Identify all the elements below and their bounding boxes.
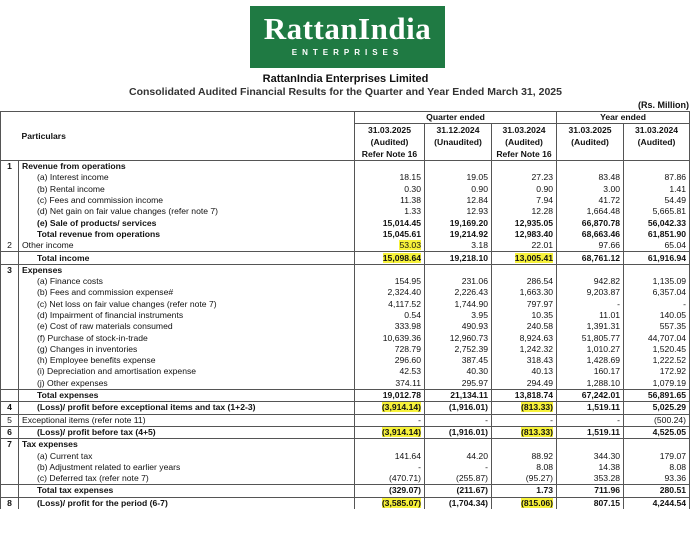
row-value: 2,324.40 (355, 287, 425, 298)
row-value: - (355, 414, 425, 426)
row-value: 21,134.11 (425, 389, 492, 401)
row-value: 8,924.63 (492, 332, 557, 343)
row-value: 8.08 (492, 462, 557, 473)
highlighted-value: (813.33) (521, 426, 554, 437)
row-number (1, 378, 19, 390)
row-value: 22.01 (492, 240, 557, 252)
row-number: 8 (1, 497, 19, 509)
row-value: 10,639.36 (355, 332, 425, 343)
row-number: 6 (1, 426, 19, 438)
row-value: - (425, 462, 492, 473)
highlighted-value: (3,585.07) (381, 497, 421, 508)
row-value: 7.94 (492, 195, 557, 206)
row-value (492, 252, 557, 264)
row-number: 3 (1, 264, 19, 276)
row-value: 0.30 (355, 184, 425, 195)
row-value (492, 264, 557, 276)
row-value: 66,870.78 (557, 217, 624, 228)
row-value: 1.41 (624, 184, 690, 195)
row-value: 1.73 (492, 485, 557, 497)
row-value: (1,916.01) (425, 402, 492, 414)
row-value: 0.54 (355, 310, 425, 321)
row-value: 15,014.45 (355, 217, 425, 228)
row-value: 40.30 (425, 366, 492, 377)
row-value: 11.38 (355, 195, 425, 206)
row-label: Expenses (19, 264, 355, 276)
row-number: 7 (1, 439, 19, 451)
row-number (1, 355, 19, 366)
col5-status: (Audited) (624, 136, 690, 148)
row-value: 296.60 (355, 355, 425, 366)
row-value: 797.97 (492, 299, 557, 310)
table-row (1, 402, 690, 414)
row-value: - (557, 414, 624, 426)
row-value (425, 439, 492, 451)
row-value: 286.54 (492, 276, 557, 287)
row-value (355, 252, 425, 264)
row-value: 12.84 (425, 195, 492, 206)
row-value: 51,805.77 (557, 332, 624, 343)
row-value: 9,203.87 (557, 287, 624, 298)
row-value: 56,042.33 (624, 217, 690, 228)
highlighted-value: 13,005.41 (514, 252, 554, 263)
row-label: (g) Changes in inventories (19, 344, 355, 355)
row-number (1, 252, 19, 264)
row-value: 140.05 (624, 310, 690, 321)
row-value: 15,045.61 (355, 229, 425, 240)
highlighted-value: (3,914.14) (381, 402, 421, 413)
row-label: (c) Deferred tax (refer note 7) (19, 473, 355, 485)
table-row (1, 217, 690, 228)
row-value: 1.33 (355, 206, 425, 217)
row-label: (j) Other expenses (19, 378, 355, 390)
financial-results-table (0, 111, 690, 509)
row-number: 4 (1, 402, 19, 414)
row-value: 294.49 (492, 378, 557, 390)
row-label: (d) Impairment of financial instruments (19, 310, 355, 321)
row-value (355, 161, 425, 173)
row-number (1, 366, 19, 377)
row-label: (h) Employee benefits expense (19, 355, 355, 366)
row-label: (e) Sale of products/ services (19, 217, 355, 228)
particulars-header: Particulars (19, 112, 355, 161)
row-number (1, 299, 19, 310)
col5-date: 31.03.2024 (624, 124, 690, 137)
row-value: 19,169.20 (425, 217, 492, 228)
row-value: 87.86 (624, 172, 690, 183)
table-row (1, 439, 690, 451)
row-label: Other income (19, 240, 355, 252)
row-value: - (355, 462, 425, 473)
row-value: (211.67) (425, 485, 492, 497)
row-value: 12,960.73 (425, 332, 492, 343)
row-number: 1 (1, 161, 19, 173)
row-value: 4,117.52 (355, 299, 425, 310)
row-number (1, 217, 19, 228)
col3-status: (Audited) (492, 136, 557, 148)
highlighted-value: (813.33) (521, 402, 554, 413)
row-value: 1,222.52 (624, 355, 690, 366)
row-label: (a) Interest income (19, 172, 355, 183)
row-value: 61,851.90 (624, 229, 690, 240)
row-value: (470.71) (355, 473, 425, 485)
row-label: (d) Net gain on fair value changes (refer note 7) (19, 206, 355, 217)
row-number (1, 206, 19, 217)
col5-note (624, 148, 690, 161)
table-row (1, 473, 690, 485)
row-value (492, 402, 557, 414)
table-row (1, 252, 690, 264)
row-value (425, 264, 492, 276)
row-value: 13,818.74 (492, 389, 557, 401)
row-value: 387.45 (425, 355, 492, 366)
row-value: 1,242.32 (492, 344, 557, 355)
company-logo (250, 6, 445, 68)
row-value: - (557, 299, 624, 310)
row-value (425, 161, 492, 173)
row-value (355, 439, 425, 451)
row-label: (i) Depreciation and amortisation expense (19, 366, 355, 377)
row-number: 5 (1, 414, 19, 426)
table-row (1, 321, 690, 332)
currency-unit: (Rs. Million) (638, 100, 689, 110)
row-value: - (624, 299, 690, 310)
row-value: 1,010.27 (557, 344, 624, 355)
row-label: (Loss)/ profit before exceptional items and tax (1+2-3) (19, 402, 355, 414)
row-number (1, 485, 19, 497)
row-value (492, 161, 557, 173)
table-row (1, 332, 690, 343)
row-value: 2,226.43 (425, 287, 492, 298)
row-number (1, 344, 19, 355)
row-value: (500.24) (624, 414, 690, 426)
row-value: 1,428.69 (557, 355, 624, 366)
row-label: (a) Current tax (19, 450, 355, 461)
row-value: 1,135.09 (624, 276, 690, 287)
row-value: 179.07 (624, 450, 690, 461)
row-value: 67,242.01 (557, 389, 624, 401)
row-label: Revenue from operations (19, 161, 355, 173)
col2-status: (Unaudited) (425, 136, 492, 148)
row-label: (b) Adjustment related to earlier years (19, 462, 355, 473)
row-value: 19.05 (425, 172, 492, 183)
row-label: (b) Fees and commission expense# (19, 287, 355, 298)
table-row (1, 240, 690, 252)
table-row (1, 276, 690, 287)
row-value (355, 264, 425, 276)
row-value: 3.18 (425, 240, 492, 252)
row-value: 2,752.39 (425, 344, 492, 355)
col4-date: 31.03.2025 (557, 124, 624, 137)
row-value: 0.90 (425, 184, 492, 195)
row-value (355, 240, 425, 252)
row-number (1, 450, 19, 461)
row-value: 711.96 (557, 485, 624, 497)
table-row (1, 299, 690, 310)
row-value: 1,079.19 (624, 378, 690, 390)
table-row (1, 414, 690, 426)
row-value: 1,663.30 (492, 287, 557, 298)
row-value: 4,244.54 (624, 497, 690, 509)
highlighted-value: 53.03 (399, 240, 421, 251)
row-value: (1,916.01) (425, 426, 492, 438)
row-value: 231.06 (425, 276, 492, 287)
row-value: - (492, 414, 557, 426)
row-value: 1,519.11 (557, 402, 624, 414)
row-value (355, 497, 425, 509)
table-row (1, 426, 690, 438)
row-value: (329.07) (355, 485, 425, 497)
row-value: 5,025.29 (624, 402, 690, 414)
row-label: Total expenses (19, 389, 355, 401)
row-value: 1,664.48 (557, 206, 624, 217)
row-value: 10.35 (492, 310, 557, 321)
col4-note (557, 148, 624, 161)
row-value: 12,983.40 (492, 229, 557, 240)
table-row (1, 264, 690, 276)
table-row (1, 366, 690, 377)
row-value (355, 402, 425, 414)
row-number (1, 276, 19, 287)
logo-subtitle: ENTERPRISES (291, 48, 404, 57)
row-value: 318.43 (492, 355, 557, 366)
row-value: 68,761.12 (557, 252, 624, 264)
row-value: 490.93 (425, 321, 492, 332)
col4-status: (Audited) (557, 136, 624, 148)
row-number (1, 195, 19, 206)
row-value: 5,665.81 (624, 206, 690, 217)
row-value: 41.72 (557, 195, 624, 206)
row-value: (1,704.34) (425, 497, 492, 509)
row-value (492, 497, 557, 509)
row-value: 344.30 (557, 450, 624, 461)
row-number (1, 184, 19, 195)
row-value: 40.13 (492, 366, 557, 377)
row-value: 19,218.10 (425, 252, 492, 264)
highlighted-value: (815.06) (521, 497, 554, 508)
row-value: 88.92 (492, 450, 557, 461)
row-value (557, 439, 624, 451)
row-number (1, 321, 19, 332)
row-value: 6,357.04 (624, 287, 690, 298)
row-label: (c) Fees and commission income (19, 195, 355, 206)
row-value (624, 439, 690, 451)
row-value: 154.95 (355, 276, 425, 287)
col1-status: (Audited) (355, 136, 425, 148)
highlighted-value: 15,098.64 (382, 252, 421, 263)
quarter-ended-header: Quarter ended (355, 112, 557, 124)
row-label: (a) Finance costs (19, 276, 355, 287)
row-value (557, 161, 624, 173)
table-row (1, 344, 690, 355)
row-value: 65.04 (624, 240, 690, 252)
col1-date: 31.03.2025 (355, 124, 425, 137)
row-number (1, 473, 19, 485)
company-name: RattanIndia Enterprises Limited (262, 73, 429, 85)
row-value: 1,391.31 (557, 321, 624, 332)
row-value: 3.00 (557, 184, 624, 195)
table-row (1, 206, 690, 217)
row-value: 295.97 (425, 378, 492, 390)
row-value: 42.53 (355, 366, 425, 377)
year-ended-header: Year ended (557, 112, 690, 124)
table-row (1, 310, 690, 321)
row-value: 172.92 (624, 366, 690, 377)
row-number (1, 229, 19, 240)
row-value: 160.17 (557, 366, 624, 377)
header-group-row (1, 112, 690, 124)
table-row (1, 161, 690, 173)
logo-name: RattanIndia (263, 11, 432, 46)
row-value: 333.98 (355, 321, 425, 332)
highlighted-value: (3,914.14) (381, 426, 421, 437)
row-number (1, 172, 19, 183)
row-value: 1,520.45 (624, 344, 690, 355)
row-value: 44.20 (425, 450, 492, 461)
row-value: 0.90 (492, 184, 557, 195)
row-value: 19,012.78 (355, 389, 425, 401)
table-row (1, 497, 690, 509)
table-row (1, 229, 690, 240)
row-value: 353.28 (557, 473, 624, 485)
row-label: (b) Rental income (19, 184, 355, 195)
report-title: Consolidated Audited Financial Results for the Quarter and Year Ended March 31, 2025 (129, 86, 562, 98)
col3-date: 31.03.2024 (492, 124, 557, 137)
row-value: 8.08 (624, 462, 690, 473)
table-row (1, 184, 690, 195)
row-value: 728.79 (355, 344, 425, 355)
row-value: - (425, 414, 492, 426)
row-label: Exceptional items (refer note 11) (19, 414, 355, 426)
row-value: 4,525.05 (624, 426, 690, 438)
row-value: 83.48 (557, 172, 624, 183)
table-row (1, 485, 690, 497)
row-value (557, 264, 624, 276)
row-number (1, 332, 19, 343)
row-value (355, 426, 425, 438)
row-value: 97.66 (557, 240, 624, 252)
table-row (1, 172, 690, 183)
row-value: 12.28 (492, 206, 557, 217)
row-value: 18.15 (355, 172, 425, 183)
row-label: Total revenue from operations (19, 229, 355, 240)
row-number (1, 462, 19, 473)
row-value: (95.27) (492, 473, 557, 485)
row-value: 12,935.05 (492, 217, 557, 228)
row-label: (c) Net loss on fair value changes (refer note 7) (19, 299, 355, 310)
row-value: 68,663.46 (557, 229, 624, 240)
row-label: Tax expenses (19, 439, 355, 451)
row-label: Total tax expenses (19, 485, 355, 497)
table-row (1, 287, 690, 298)
row-value: 1,288.10 (557, 378, 624, 390)
row-value: 11.01 (557, 310, 624, 321)
col3-note: Refer Note 16 (492, 148, 557, 161)
row-value: 3.95 (425, 310, 492, 321)
row-number: 2 (1, 240, 19, 252)
row-label: (Loss)/ profit for the period (6-7) (19, 497, 355, 509)
row-number (1, 389, 19, 401)
row-value: 44,707.04 (624, 332, 690, 343)
row-label: (f) Purchase of stock-in-trade (19, 332, 355, 343)
table-row (1, 355, 690, 366)
row-value: 1,519.11 (557, 426, 624, 438)
row-value: 942.82 (557, 276, 624, 287)
row-value: 54.49 (624, 195, 690, 206)
row-value: 19,214.92 (425, 229, 492, 240)
row-label: (e) Cost of raw materials consumed (19, 321, 355, 332)
row-value: 807.15 (557, 497, 624, 509)
row-number (1, 287, 19, 298)
table-row (1, 389, 690, 401)
row-value: 56,891.65 (624, 389, 690, 401)
row-value: (255.87) (425, 473, 492, 485)
row-label: Total income (19, 252, 355, 264)
col1-note: Refer Note 16 (355, 148, 425, 161)
row-value: 61,916.94 (624, 252, 690, 264)
table-row (1, 195, 690, 206)
col2-date: 31.12.2024 (425, 124, 492, 137)
row-value: 1,744.90 (425, 299, 492, 310)
row-value: 141.64 (355, 450, 425, 461)
row-value: 14.38 (557, 462, 624, 473)
row-value (624, 264, 690, 276)
row-value: 557.35 (624, 321, 690, 332)
row-value: 27.23 (492, 172, 557, 183)
row-value (624, 161, 690, 173)
row-label: (Loss)/ profit before tax (4+5) (19, 426, 355, 438)
row-value: 93.36 (624, 473, 690, 485)
row-value (492, 426, 557, 438)
col2-note (425, 148, 492, 161)
row-value: 12.93 (425, 206, 492, 217)
row-value (492, 439, 557, 451)
row-value: 374.11 (355, 378, 425, 390)
table-row (1, 450, 690, 461)
table-row (1, 462, 690, 473)
row-value: 240.58 (492, 321, 557, 332)
table-row (1, 378, 690, 390)
row-value: 280.51 (624, 485, 690, 497)
row-number (1, 310, 19, 321)
